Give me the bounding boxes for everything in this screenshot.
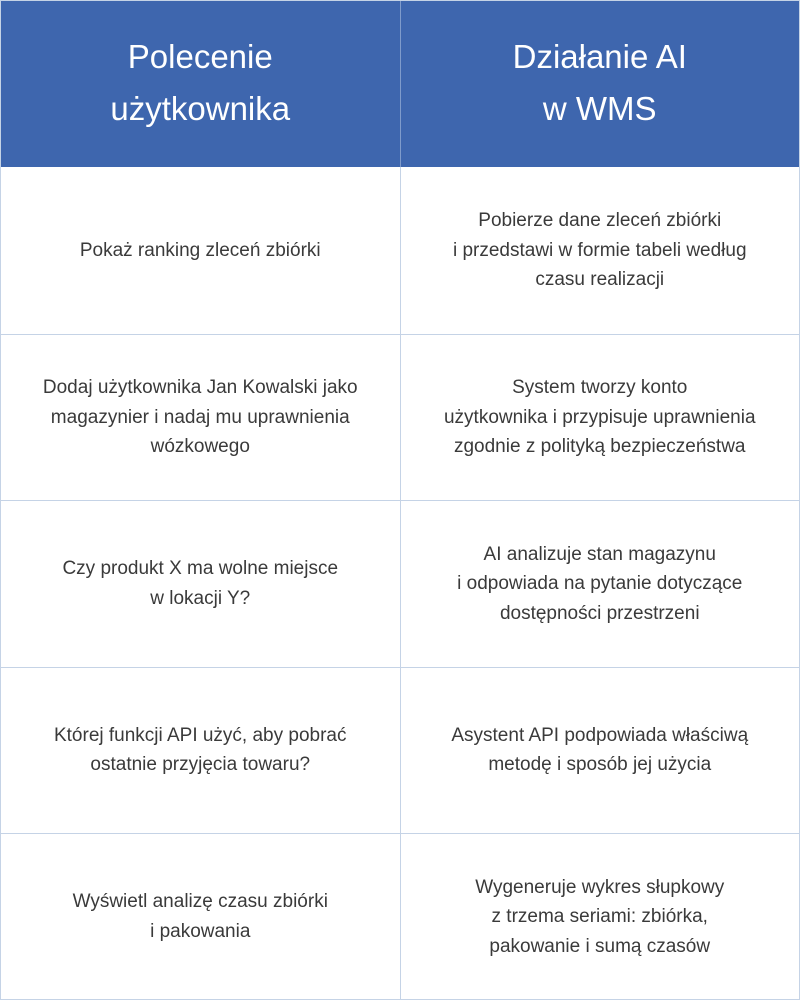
command-cell: Pokaż ranking zleceń zbiórki (79, 239, 321, 261)
header-user-command: Polecenie użytkownika (110, 38, 291, 127)
action-cell: Pobierze dane zleceń zbiórki i przedstawi w formie tabeli według czasu realizacji (400, 167, 800, 334)
header-ai-action: Działanie AI w WMS (400, 1, 800, 167)
action-cell: Asystent API podpowiada właściwą metodę i sposób jej użycia (400, 668, 800, 834)
table-row (1, 667, 799, 834)
table-body (1, 167, 799, 1000)
table-row (1, 833, 799, 1000)
action-cell: AI analizuje stan magazynu i odpowiada na pytanie dotyczące dostępności przestrzeni (400, 501, 800, 667)
command-cell: Dodaj użytkownika Jan Kowalski jako magazynier i nadaj mu uprawnienia wózkowego (42, 377, 358, 457)
table-row (1, 167, 799, 334)
table-row (1, 334, 799, 501)
command-cell: Której funkcji API użyć, aby pobrać ostatnie przyjęcia towaru? (53, 724, 347, 776)
table-row (1, 500, 799, 667)
command-cell: Czy produkt X ma wolne miejsce w lokacji Y? (62, 558, 339, 609)
command-cell: Wyświetl analizę czasu zbiórki i pakowania (72, 891, 328, 942)
table-header (1, 1, 799, 167)
action-cell: Wygeneruje wykres słupkowy z trzema seriami: zbiórka, pakowanie i sumą czasów (400, 834, 800, 1000)
action-cell: System tworzy konto użytkownika i przypisuje uprawnienia zgodnie z polityką bezpieczeństwa (400, 335, 800, 501)
